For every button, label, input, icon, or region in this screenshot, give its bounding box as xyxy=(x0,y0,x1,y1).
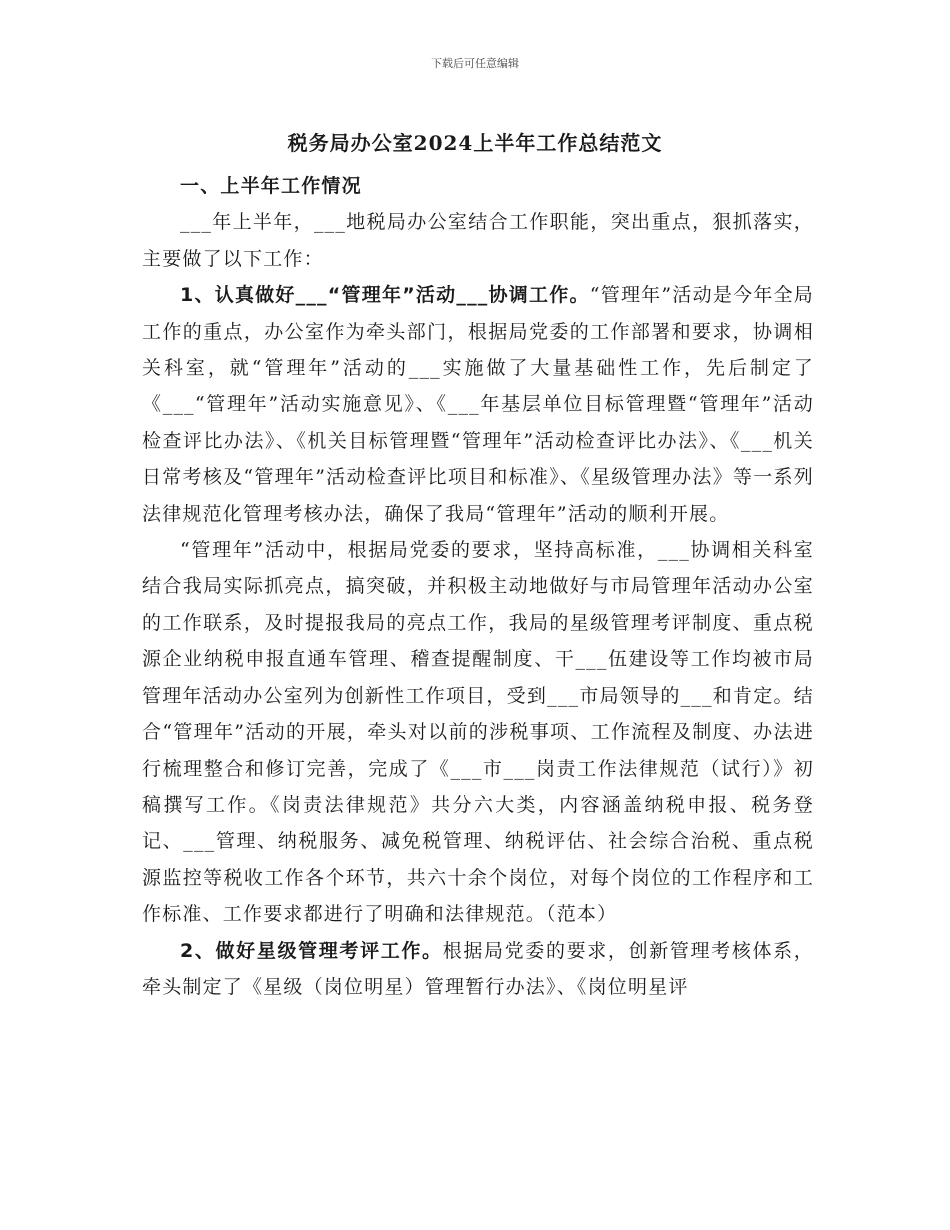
item1-lead: 1、认真做好___“管理年”活动___协调工作。 xyxy=(180,284,590,307)
item2-lead: 2、做好星级管理考评工作。 xyxy=(180,939,443,962)
header-note: 下载后可任意编辑 xyxy=(431,57,519,70)
item1-body: “管理年”活动是今年全局工作的重点，办公室作为牵头部门，根据局党委的工作部署和要求，协调相关科室，就“管理年”活动的___实施做了大量基础性工作，先后制定了《___“管理年”活动实施意见》、《___年基层单位目标管理暨“管理年”活动检查评比办法》、《机关目标管理暨“管理年”活动检查评比办法》、《___机关日常考核及“管理年”活动检查评比项目和标准》、《星级管理办法》等一系列法律规范化管理考核办法，确保了我局“管理年”活动的顺利开展。 xyxy=(142,284,815,525)
intro-paragraph: ___年上半年，___地税局办公室结合工作职能，突出重点，狠抓落实，主要做了以下工作： xyxy=(142,211,814,270)
document-title: 税务局办公室2024上半年工作总结范文 xyxy=(287,131,663,155)
document-body xyxy=(142,168,814,1005)
para2-paragraph: “管理年”活动中，根据局党委的要求，坚持高标准，___协调相关科室结合我局实际抓亮点，搞突破，并积极主动地做好与市局管理年活动办公室的工作联系，及时提报我局的亮点工作，我局的星级管理考评制度、重点税源企业纳税申报直通车管理、稽查提醒制度、干___伍建设等工作均被市局管理年活动办公室列为创新性工作项目，受到___市局领导的___和肯定。结合“管理年”活动的开展，牵头对以前的涉税事项、工作流程及制度、办法进行梳理整合和修订完善，完成了《___市___岗责工作法律规范（试行）》初稿撰写工作。《岗责法律规范》共分六大类，内容涵盖纳税申报、税务登记、___管理、纳税服务、减免税管理、纳税评估、社会综合治税、重点税源监控等税收工作各个环节，共六十余个岗位，对每个岗位的工作程序和工作标准、工作要求都进行了明确和法律规范。（范本） xyxy=(142,539,814,926)
section-heading-text: 一、上半年工作情况 xyxy=(180,175,362,197)
section-heading xyxy=(142,168,814,204)
item1-paragraph xyxy=(142,277,814,532)
item2-paragraph xyxy=(142,933,814,1006)
item2-body: 根据局党委的要求，创新管理考核体系，牵头制定了《星级（岗位明星）管理暂行办法》、《岗位明星评 xyxy=(142,939,814,998)
